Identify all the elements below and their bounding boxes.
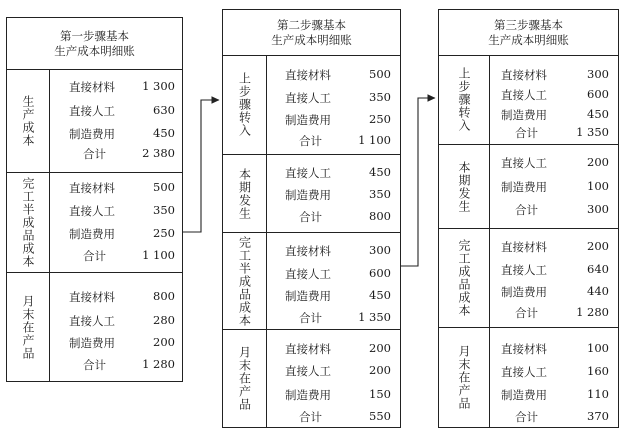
row-item: 直接人工 [285, 267, 331, 281]
row-item: 直接人工 [69, 204, 115, 218]
ledger-step-3 [438, 9, 619, 428]
arrow-step1-to-step2 [183, 100, 219, 232]
section-finished-semi-product-cost [223, 233, 400, 330]
row-value: 450 [587, 107, 609, 121]
row-value: 300 [369, 243, 391, 257]
row-item: 直接人工 [285, 364, 331, 378]
row-value: 500 [369, 67, 391, 81]
row-item: 制造费用 [501, 180, 547, 194]
row-item: 合计 [515, 203, 538, 217]
row-value: 450 [369, 288, 391, 302]
row-value: 300 [587, 67, 609, 81]
row-value: 440 [587, 284, 609, 298]
row-value: 300 [587, 202, 609, 216]
ledger-step-2 [222, 9, 401, 428]
row-value: 600 [369, 266, 391, 280]
row-value: 250 [153, 226, 175, 240]
section-label: 生产成本 [21, 94, 35, 147]
ledger-header [7, 18, 182, 70]
row-value: 100 [587, 179, 609, 193]
row-value: 350 [369, 90, 391, 104]
row-value: 350 [369, 187, 391, 201]
ledger-title-line1: 第三步骤基本 [494, 17, 563, 32]
row-item: 制造费用 [69, 336, 115, 350]
row-value: 1 280 [576, 305, 609, 319]
section-label: 完工半成品成本 [237, 235, 252, 327]
row-value: 150 [369, 387, 391, 401]
section-label: 月末在产品 [457, 345, 471, 410]
ledger-header [223, 10, 400, 56]
ledger-title-line2: 生产成本明细账 [271, 32, 352, 47]
row-value: 1 350 [358, 310, 391, 324]
row-item: 直接材料 [69, 80, 115, 94]
row-item: 直接材料 [285, 68, 331, 82]
section-month-end-wip [7, 273, 182, 381]
row-item: 合计 [83, 249, 106, 263]
row-item: 直接人工 [501, 263, 547, 277]
row-item: 直接人工 [501, 88, 547, 102]
row-item: 合计 [299, 311, 322, 325]
row-item: 合计 [83, 147, 106, 161]
row-item: 直接人工 [285, 166, 331, 180]
section-transferred-in [439, 55, 618, 145]
row-item: 直接材料 [69, 181, 115, 195]
row-item: 直接人工 [501, 156, 547, 170]
row-value: 200 [153, 335, 175, 349]
row-value: 630 [153, 103, 175, 117]
row-item: 制造费用 [285, 388, 331, 402]
row-item: 制造费用 [501, 388, 547, 402]
row-item: 制造费用 [501, 285, 547, 299]
row-value: 200 [587, 239, 609, 253]
ledger-title-line2: 生产成本明细账 [54, 43, 135, 58]
section-transferred-in [223, 55, 400, 155]
row-value: 550 [369, 409, 391, 423]
row-item: 直接材料 [501, 342, 547, 356]
section-month-end-wip [223, 330, 400, 427]
row-item: 制造费用 [69, 227, 115, 241]
section-production-cost [7, 69, 182, 173]
row-item: 直接材料 [285, 342, 331, 356]
ledger-title-line1: 第一步骤基本 [60, 28, 129, 43]
ledger-title-line1: 第二步骤基本 [277, 17, 346, 32]
row-value: 1 100 [142, 248, 175, 262]
row-item: 制造费用 [69, 127, 115, 141]
section-current-period [439, 145, 618, 229]
row-value: 450 [153, 126, 175, 140]
row-value: 250 [369, 112, 391, 126]
row-item: 制造费用 [285, 113, 331, 127]
row-value: 1 280 [142, 357, 175, 371]
section-label: 本期发生 [457, 160, 471, 213]
row-value: 280 [153, 313, 175, 327]
row-item: 直接人工 [69, 104, 115, 118]
row-item: 直接材料 [501, 240, 547, 254]
row-value: 600 [587, 87, 609, 101]
row-item: 合计 [83, 358, 106, 372]
row-item: 合计 [299, 410, 322, 424]
row-item: 直接人工 [69, 314, 115, 328]
row-value: 450 [369, 165, 391, 179]
ledger-header [439, 10, 618, 56]
row-value: 800 [153, 289, 175, 303]
row-item: 直接人工 [501, 365, 547, 379]
row-value: 100 [587, 341, 609, 355]
row-item: 合计 [299, 134, 322, 148]
row-item: 合计 [299, 210, 322, 224]
arrow-step2-to-step3 [401, 98, 435, 266]
row-value: 2 380 [142, 146, 175, 160]
section-label: 月末在产品 [21, 294, 35, 360]
section-label: 完工成品成本 [457, 239, 471, 317]
row-item: 合计 [515, 126, 538, 140]
row-value: 160 [587, 364, 609, 378]
row-item: 直接材料 [69, 290, 115, 304]
section-current-period [223, 155, 400, 233]
row-value: 200 [587, 155, 609, 169]
row-value: 200 [369, 341, 391, 355]
ledger-title-line2: 生产成本明细账 [488, 32, 569, 47]
section-label: 月末在产品 [237, 346, 252, 411]
section-finished-semi-product-cost [7, 173, 182, 273]
ledger-step-1 [6, 17, 183, 382]
row-item: 合计 [515, 306, 538, 320]
section-label: 上步骤转入 [457, 67, 471, 132]
row-item: 制造费用 [501, 108, 547, 122]
section-label: 本期发生 [237, 167, 252, 220]
row-value: 1 100 [358, 133, 391, 147]
row-value: 1 300 [142, 79, 175, 93]
row-item: 直接材料 [501, 68, 547, 82]
row-value: 640 [587, 262, 609, 276]
section-finished-product-cost [439, 229, 618, 328]
row-item: 制造费用 [285, 188, 331, 202]
row-item: 制造费用 [285, 289, 331, 303]
row-value: 370 [587, 409, 609, 423]
row-item: 直接材料 [285, 244, 331, 258]
section-month-end-wip [439, 328, 618, 427]
section-label: 上步骤转入 [237, 72, 252, 137]
row-value: 1 350 [576, 125, 609, 139]
row-value: 350 [153, 203, 175, 217]
row-item: 合计 [515, 410, 538, 424]
row-value: 110 [587, 387, 609, 401]
row-value: 200 [369, 363, 391, 377]
row-value: 800 [369, 209, 391, 223]
row-value: 500 [153, 180, 175, 194]
section-label: 完工半成品成本 [21, 177, 35, 268]
row-item: 直接人工 [285, 91, 331, 105]
